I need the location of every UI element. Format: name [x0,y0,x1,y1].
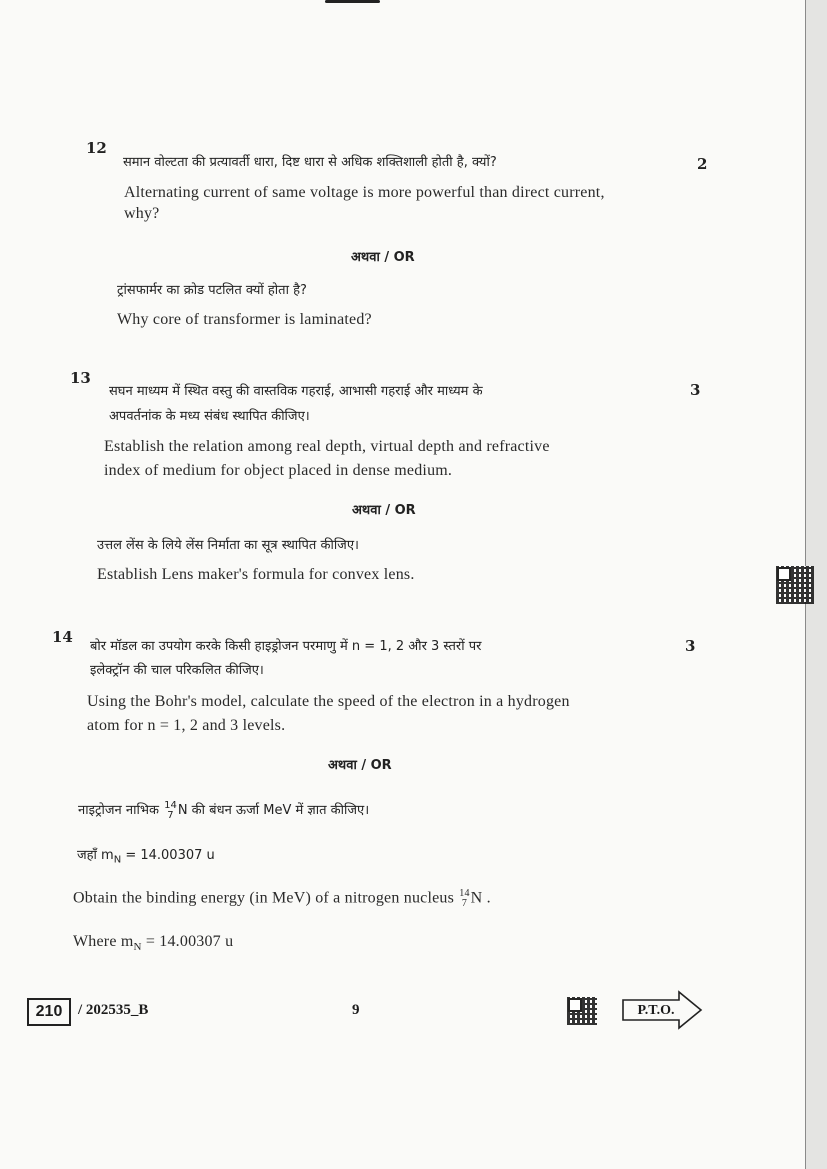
alt-english-prefix: Obtain the binding energy (in MeV) of a nitrogen nucleus [73,889,455,907]
alt-hindi-prefix: नाइट्रोजन नाभिक [78,803,159,818]
question-14-english-line1: Using the Bohr's model, calculate the speed of the electron in a hydrogen [87,693,570,710]
english-where-label: Where m [73,933,134,950]
question-13-english-line2: index of medium for object placed in dense medium. [104,462,453,479]
question-13-or: अथवा / OR [352,503,416,518]
question-14-alt-english [73,889,491,909]
mass-subscript: N [113,854,122,866]
hindi-where-label: जहाँ m [77,848,114,863]
question-12-alt-hindi: ट्रांसफार्मर का क्रोड पटलित क्यों होता है? [117,283,307,298]
question-12-or: अथवा / OR [351,250,415,265]
question-14-hindi-line2: इलेक्ट्रॉन की चाल परिकलित कीजिए। [90,663,264,678]
question-13-english-line1: Establish the relation among real depth, virtual depth and refractive [104,438,550,455]
question-13-hindi-line1: सघन माध्यम में स्थित वस्तु की वास्तविक गहराई, आभासी गहराई और माध्यम के [109,384,483,399]
question-12-marks: 2 [697,155,708,173]
nuclide-notation-english [459,889,469,909]
page-number: 9 [352,1002,360,1018]
question-14-english-where [73,933,233,953]
question-14-marks: 3 [685,637,696,655]
alt-english-suffix: N . [470,889,491,907]
hindi-where-value: = 14.00307 u [121,848,215,863]
nuclide-notation [164,801,177,821]
question-14-alt-hindi [78,800,369,821]
question-13-alt-hindi: उत्तल लेंस के लिये लेंस निर्माता का सूत्र स्थापित कीजिए। [97,538,359,553]
pto-label: P.T.O. [637,1003,675,1018]
alt-hindi-suffix: N की बंधन ऊर्जा MeV में ज्ञात कीजिए। [177,803,370,818]
question-13-alt-english: Establish Lens maker's formula for convex lens. [97,566,415,583]
question-12-english-line2: why? [124,205,160,222]
question-14-hindi-where [77,845,215,866]
question-14-english-line2: atom for n = 1, 2 and 3 levels. [87,717,286,734]
question-12-number: 12 [86,139,107,157]
nuclide-mass-number-en: 14 [459,888,470,899]
paper-code-box: 210 [27,998,71,1026]
nuclide-atomic-number-en: 7 [461,898,468,909]
question-14-hindi-line1: बोर मॉडल का उपयोग करके किसी हाइड्रोजन परमाणु में n = 1, 2 और 3 स्तरों पर [90,639,482,654]
mass-subscript-en: N [133,941,142,954]
english-where-value: = 14.00307 u [141,933,234,950]
question-12-alt-english: Why core of transformer is laminated? [117,311,372,328]
question-14-number: 14 [52,628,73,646]
question-13-marks: 3 [690,381,701,399]
paper-series-code: / 202535_B [78,1002,149,1018]
question-14-or: अथवा / OR [328,758,392,773]
question-13-hindi-line2: अपवर्तनांक के मध्य संबंध स्थापित कीजिए। [109,409,310,424]
side-qr-code [776,566,814,604]
question-13-number: 13 [70,369,91,387]
footer-qr-code [567,997,597,1025]
top-binding-mark [325,0,380,3]
question-12-english-line1: Alternating current of same voltage is more powerful than direct current, [124,184,605,201]
nuclide-atomic-number: 7 [167,809,174,821]
question-12-hindi: समान वोल्टता की प्रत्यावर्ती धारा, दिष्ट धारा से अधिक शक्तिशाली होती है, क्यों? [123,155,497,170]
nuclide-mass-number: 14 [164,799,177,811]
